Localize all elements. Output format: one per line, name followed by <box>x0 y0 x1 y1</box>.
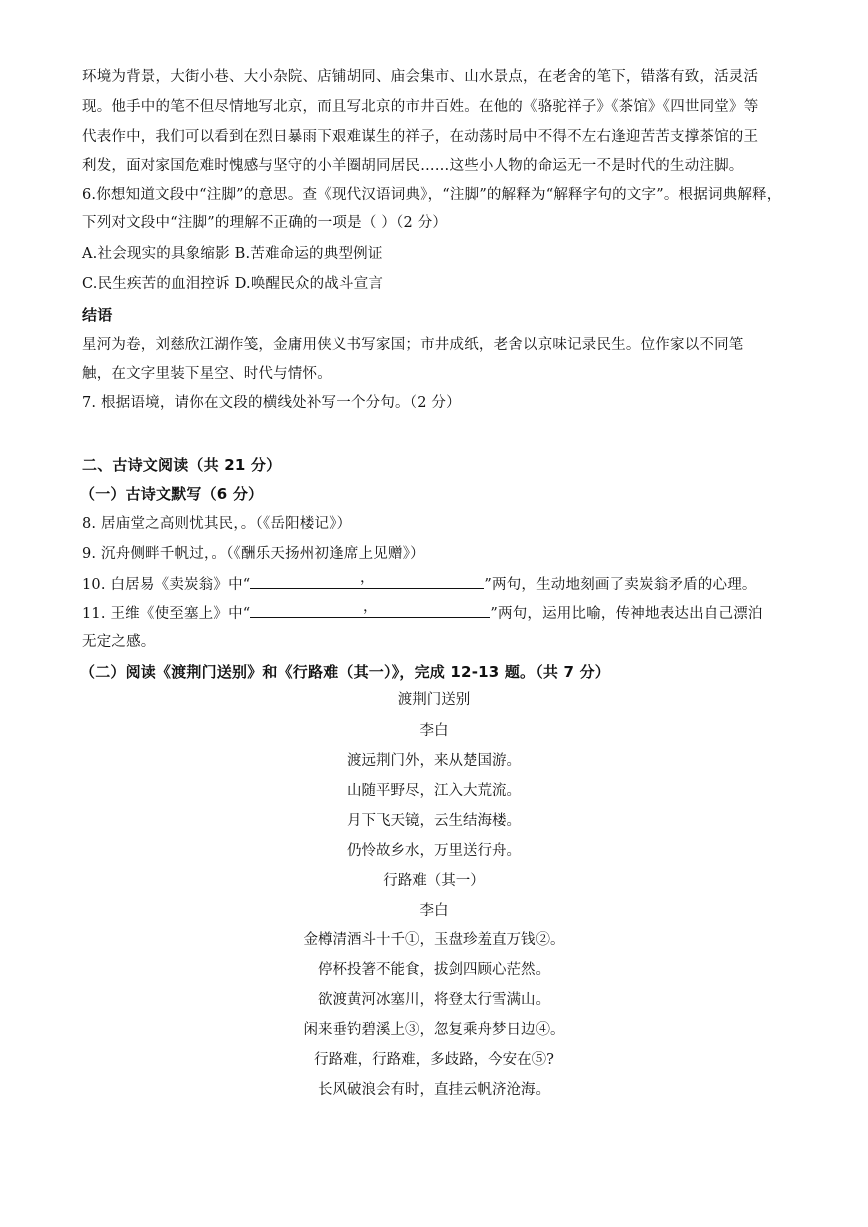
poem-1-title: 渡荆门送别 <box>397 692 471 708</box>
question-10-suffix: ”两句，生动地刻画了卖炭翁矛盾的心理。 <box>484 577 757 593</box>
passage-line: 代表作中，我们可以看到在烈日暴雨下艰难谋生的祥子，在动荡时局中不得不左右逢迎苦苦支撑茶馆的王 <box>82 129 759 145</box>
poem-1-line: 山随平野尽，江入大荒流。 <box>347 783 521 799</box>
question-10-prefix: 10. 白居易《卖炭翁》中“ <box>82 577 251 593</box>
poem-2-line: 闲来垂钓碧溪上③，忽复乘舟梦日边④。 <box>303 1022 565 1038</box>
poem-2-author: 李白 <box>419 903 449 919</box>
section-2-heading: 二、古诗文阅读（共 21 分） <box>82 456 282 474</box>
question-10-text <box>82 570 757 595</box>
answer-blank[interactable] <box>250 599 490 618</box>
question-7-text: 7. 根据语境，请你在文段的横线处补写一个分句。（2 分） <box>82 395 461 411</box>
poem-2-line: 欲渡黄河冰塞川，将登太行雪满山。 <box>318 992 550 1008</box>
question-8-text: 8. 居庙堂之高则忧其民，。（《岳阳楼记》） <box>82 516 352 532</box>
blank-comma: ， <box>360 570 375 586</box>
poem-1-line: 渡远荆门外，来从楚国游。 <box>347 753 521 769</box>
question-11-continuation: 无定之感。 <box>82 634 156 650</box>
answer-blank[interactable] <box>250 570 484 589</box>
conclusion-heading: 结语 <box>82 306 113 324</box>
question-6-text: 下列对文段中“注脚”的理解不正确的一项是（ ）（2 分） <box>82 215 448 231</box>
subsection-1-heading: （一）古诗文默写（6 分） <box>80 485 264 503</box>
poem-1-line: 仍怜故乡水，万里送行舟。 <box>347 843 521 859</box>
question-6-options-cd: C.民生疾苦的血泪控诉 D.唤醒民众的战斗宣言 <box>82 276 384 292</box>
passage-line: 环境为背景，大街小巷、大小杂院、店铺胡同、庙会集市、山水景点，在老舍的笔下，错落有致，活灵活 <box>82 69 759 85</box>
conclusion-line: 星河为卷，刘慈欣江湖作笺，金庸用侠义书写家国；市井成纸，老舍以京味记录民生。位作家以不同笔 <box>82 337 744 353</box>
poem-2-line: 金樽清酒斗十千①，玉盘珍羞直万钱②。 <box>303 932 565 948</box>
poem-1-line: 月下飞天镜，云生结海楼。 <box>347 813 521 829</box>
subsection-2-heading: （二）阅读《渡荆门送别》和《行路难（其一）》，完成 12-13 题。（共 7 分） <box>80 663 611 681</box>
poem-2-line: 停杯投箸不能食，拔剑四顾心茫然。 <box>318 962 550 978</box>
poem-2-title: 行路难（其一） <box>383 873 485 889</box>
passage-line: 利发，面对家国危难时愧感与坚守的小羊圈胡同居民……这些小人物的命运无一不是时代的生动注脚。 <box>82 158 744 174</box>
question-6-options-ab: A.社会现实的具象缩影 B.苦难命运的典型例证 <box>82 246 383 262</box>
poem-1-author: 李白 <box>419 723 449 739</box>
question-11-text <box>82 599 763 624</box>
question-9-text: 9. 沉舟侧畔千帆过，。（《酬乐天扬州初逢席上见赠》） <box>82 546 425 562</box>
question-6-text: 6.你想知道文段中“注脚”的意思。查《现代汉语词典》，“注脚”的解释为“解释字句的文字”。根据词典解释， <box>82 187 782 203</box>
passage-line: 现。他手中的笔不但尽情地写北京，而且写北京的市井百姓。在他的《骆驼祥子》《茶馆》《四世同堂》等 <box>82 99 759 115</box>
conclusion-line: 触，在文字里装下星空、时代与情怀。 <box>82 366 332 382</box>
poem-2-line: 行路难，行路难，多歧路，今安在⑤? <box>314 1052 554 1068</box>
poem-2-line: 长风破浪会有时，直挂云帆济沧海。 <box>318 1082 550 1098</box>
blank-comma: ， <box>363 599 378 615</box>
question-11-prefix: 11. 王维《使至塞上》中“ <box>82 606 251 622</box>
question-11-suffix: ”两句，运用比喻，传神地表达出自己漂泊 <box>490 606 763 622</box>
